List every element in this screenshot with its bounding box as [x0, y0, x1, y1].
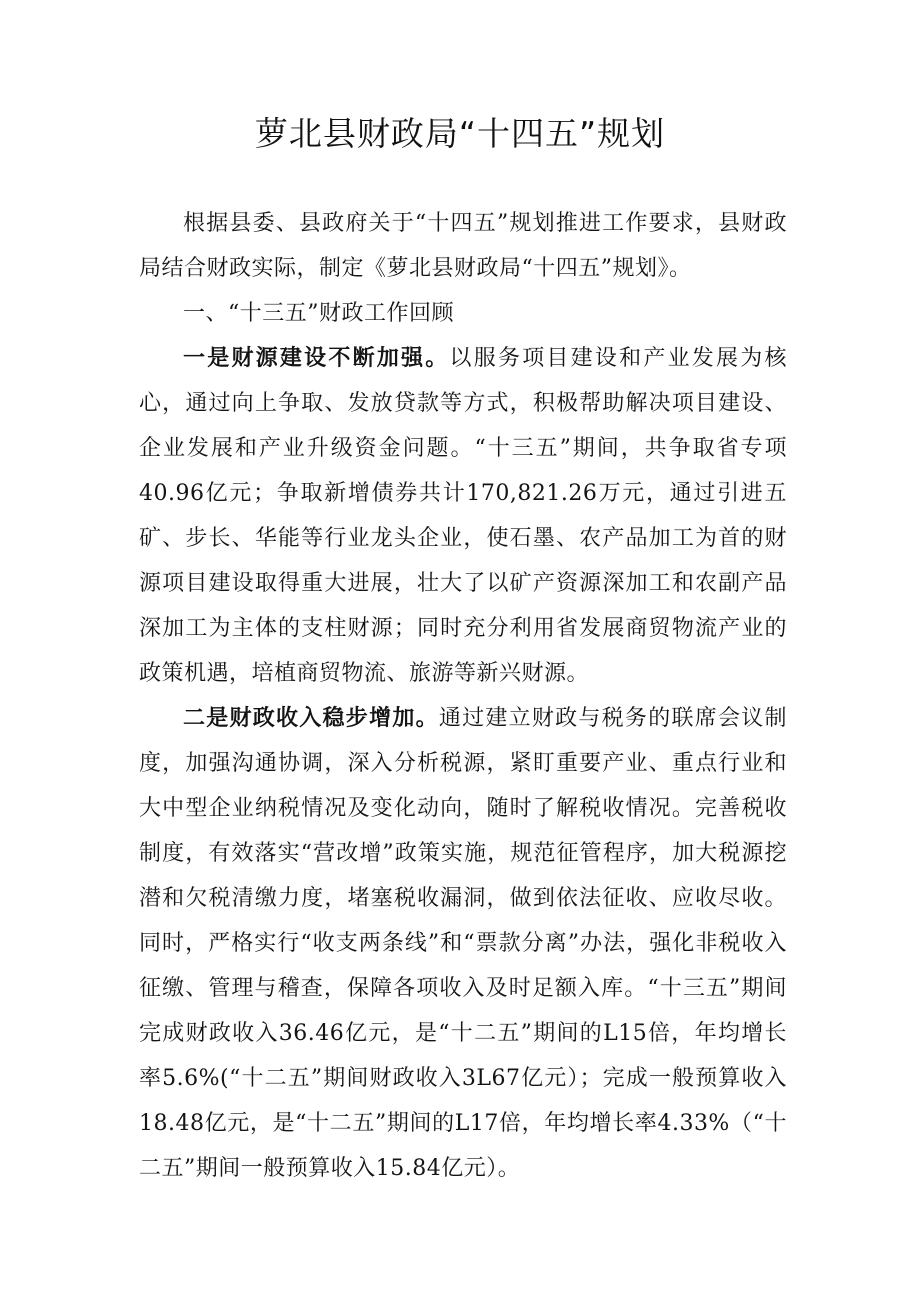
- paragraph-revenue-growth: [139, 696, 787, 1191]
- paragraph-text: 以服务项目建设和产业发展为核心，通过向上争取、发放贷款等方式，积极帮助解决项目建设、企业发展和产业升级资金问题。“十三五”期间，共争取省专项40.96亿元；争取新增债券共计170,821.26万元，通过引进五矿、步长、华能等行业龙头企业，使石墨、农产品加工为首的财源项目建设取得重大进展，壮大了以矿产资源深加工和农副产品深加工为主体的支柱财源；同时充分利用省发展商贸物流产业的政策机遇，培植商贸物流、旅游等新兴财源。: [139, 346, 787, 686]
- paragraph-lead: 一是财源建设不断加强。: [183, 346, 450, 371]
- document-title: 萝北县财政局“十四五”规划: [254, 114, 666, 153]
- paragraph-lead: 二是财政收入稳步增加。: [183, 706, 439, 731]
- paragraph-financial-sources: [139, 336, 787, 696]
- document-body: [139, 201, 787, 1191]
- intro-paragraph: 根据县委、县政府关于“十四五”规划推进工作要求，县财政局结合财政实际，制定《萝北县财政局“十四五”规划》。: [139, 211, 787, 281]
- paragraph-text: 通过建立财政与税务的联席会议制度，加强沟通协调，深入分析税源，紧盯重要产业、重点行业和大中型企业纳税情况及变化动向，随时了解税收情况。完善税收制度，有效落实“营改增”政策实施，规范征管程序，加大税源挖潜和欠税清缴力度，堵塞税收漏洞，做到依法征收、应收尽收。同时，严格实行“收支两条线”和“票款分离”办法，强化非税收入征缴、管理与稽查，保障各项收入及时足额入库。“十三五”期间完成财政收入36.46亿元，是“十二五”期间的L15倍，年均增长率5.6%(“十二五”期间财政收入3L67亿元）；完成一般预算收入18.48亿元，是“十二五”期间的L17倍，年均增长率4.33%（“十二五”期间一般预算收入15.84亿元）。: [139, 706, 787, 1181]
- section-heading: 一、“十三五”财政工作回顾: [183, 301, 454, 326]
